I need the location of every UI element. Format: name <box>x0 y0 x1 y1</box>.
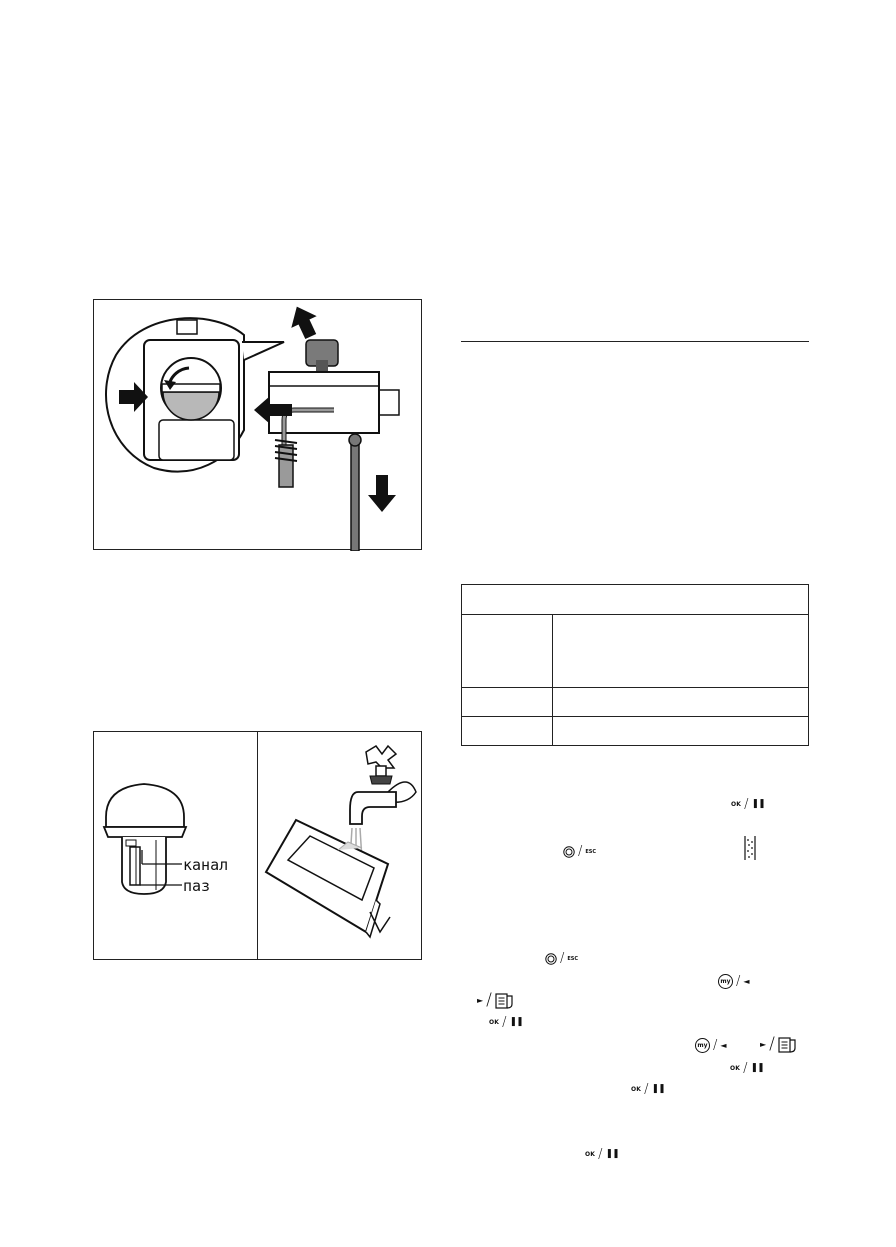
slash: / <box>502 1015 507 1030</box>
slash: / <box>736 974 741 989</box>
drink-list-icon <box>495 993 513 1009</box>
table-cell <box>462 615 553 688</box>
filter-install-illustration <box>94 300 423 551</box>
table-cell <box>553 615 809 688</box>
settings-table <box>461 584 809 746</box>
coffee-beans-icon: ❚❚ <box>651 1084 665 1094</box>
table-cell <box>553 688 809 717</box>
slash: / <box>598 1147 603 1162</box>
arrow-left-icon: ◄ <box>720 1040 727 1050</box>
ok-label: OK <box>489 1019 500 1026</box>
rinse-under-tap-illustration <box>258 732 422 959</box>
my-button-icon: my <box>695 1038 710 1053</box>
ok-coffee-symbol <box>585 1148 619 1161</box>
coffee-beans-icon: ❚❚ <box>750 1063 764 1073</box>
power-esc-symbol <box>563 845 596 858</box>
slash: / <box>713 1038 718 1053</box>
my-button-icon: my <box>718 974 733 989</box>
table-header-cell <box>462 585 809 615</box>
arrow-right-icon: ► <box>760 1039 767 1049</box>
slash: / <box>560 951 565 966</box>
table-cell <box>462 717 553 746</box>
slash: / <box>743 1061 748 1076</box>
slash: / <box>486 990 492 1010</box>
table-row <box>462 717 809 746</box>
ok-label: OK <box>585 1151 596 1158</box>
esc-label: ESC <box>585 848 597 855</box>
table-row <box>462 688 809 717</box>
slash: / <box>744 797 749 812</box>
ok-label: OK <box>731 801 742 808</box>
ok-label: OK <box>730 1065 741 1072</box>
right-list-symbol <box>760 1036 796 1053</box>
my-left-symbol <box>695 1038 727 1053</box>
section-divider <box>461 341 809 342</box>
slash: / <box>578 844 583 859</box>
table-cell <box>462 688 553 717</box>
drink-list-icon <box>778 1037 796 1053</box>
coffee-beans-icon: ❚❚ <box>751 799 765 809</box>
table-cell <box>553 717 809 746</box>
ok-label: OK <box>631 1086 642 1093</box>
power-button-icon <box>563 846 575 858</box>
power-esc-symbol <box>545 952 578 965</box>
label-channel: канал <box>183 856 229 874</box>
coffee-beans-icon: ❚❚ <box>509 1017 523 1027</box>
coffee-beans-icon: ❚❚ <box>605 1149 619 1159</box>
arrow-right-icon: ► <box>477 995 484 1005</box>
figure-filter-rinse <box>93 731 422 960</box>
arrow-left-icon: ◄ <box>743 976 750 986</box>
ok-coffee-symbol <box>731 798 765 811</box>
figure-filter-install <box>93 299 422 550</box>
ok-coffee-symbol <box>489 1016 523 1029</box>
table-row <box>462 615 809 688</box>
slash: / <box>644 1082 649 1097</box>
ok-coffee-symbol <box>730 1062 764 1075</box>
filter-parts-illustration <box>94 732 257 959</box>
right-list-symbol <box>477 992 513 1009</box>
water-filter-icon <box>743 835 757 861</box>
table-header-row <box>462 585 809 615</box>
ok-coffee-symbol <box>631 1083 665 1096</box>
slash: / <box>769 1034 775 1054</box>
power-button-icon <box>545 953 557 965</box>
esc-label: ESC <box>567 955 579 962</box>
my-left-symbol <box>718 974 750 989</box>
label-groove: паз <box>183 877 211 895</box>
